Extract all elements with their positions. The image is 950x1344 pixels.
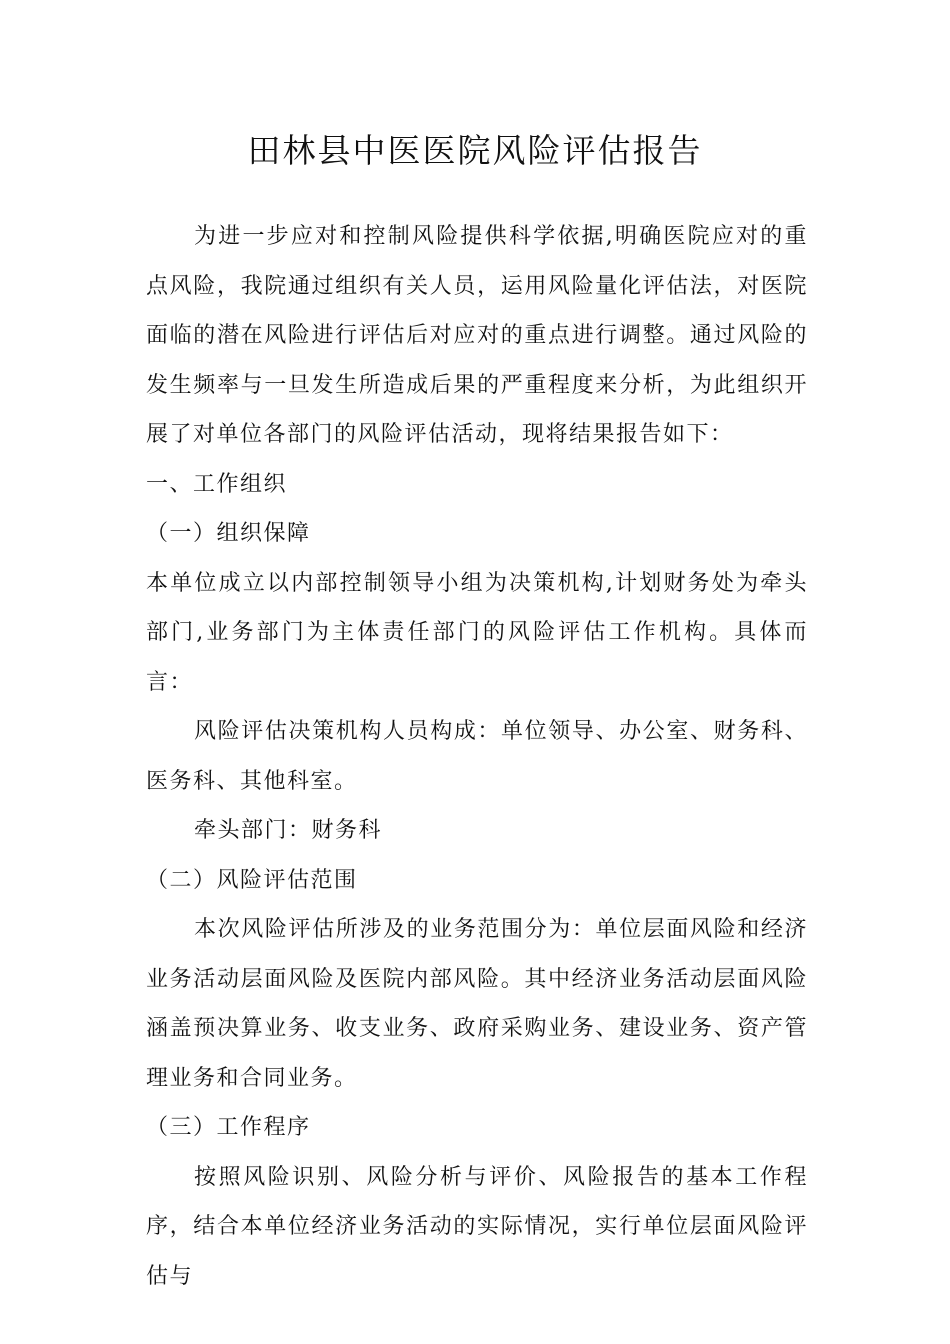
- decision-body-paragraph: 风险评估决策机构人员构成：单位领导、办公室、财务科、医务科、其他科室。: [146, 719, 808, 794]
- subsection-heading-assessment-scope: （二）风险评估范围: [146, 867, 358, 893]
- intro-paragraph: 为进一步应对和控制风险提供科学依据,明确医院应对的重点风险，我院通过组织有关人员，运用风险量化评估法，对医院面临的潜在风险进行评估后对应对的重点进行调整。通过风险的发生频率与一旦发生所造成后果的严重程度来分析，为此组织开展了对单位各部门的风险评估活动，现将结果报告如下：: [146, 224, 808, 447]
- document-body: [146, 212, 808, 1301]
- document-title: 田林县中医医院风险评估报告: [247, 131, 703, 170]
- work-procedure-paragraph: 按照风险识别、风险分析与评价、风险报告的基本工作程序，结合本单位经济业务活动的实际情况，实行单位层面风险评估与: [146, 1164, 808, 1289]
- lead-department-paragraph: 牵头部门：财务科: [194, 818, 383, 843]
- subsection-heading-work-procedure: （三）工作程序: [146, 1115, 311, 1140]
- organization-guarantee-paragraph: 本单位成立以内部控制领导小组为决策机构,计划财务处为牵头部门,业务部门为主体责任部门的风险评估工作机构。具体而言：: [146, 570, 808, 695]
- subsection-heading-organization-guarantee: （一）组织保障: [146, 521, 311, 546]
- assessment-scope-paragraph: 本次风险评估所涉及的业务范围分为：单位层面风险和经济业务活动层面风险及医院内部风险。其中经济业务活动层面风险涵盖预决算业务、收支业务、政府采购业务、建设业务、资产管理业务和合同业务。: [146, 917, 808, 1091]
- section-heading-work-organization: 一、工作组织: [146, 471, 288, 497]
